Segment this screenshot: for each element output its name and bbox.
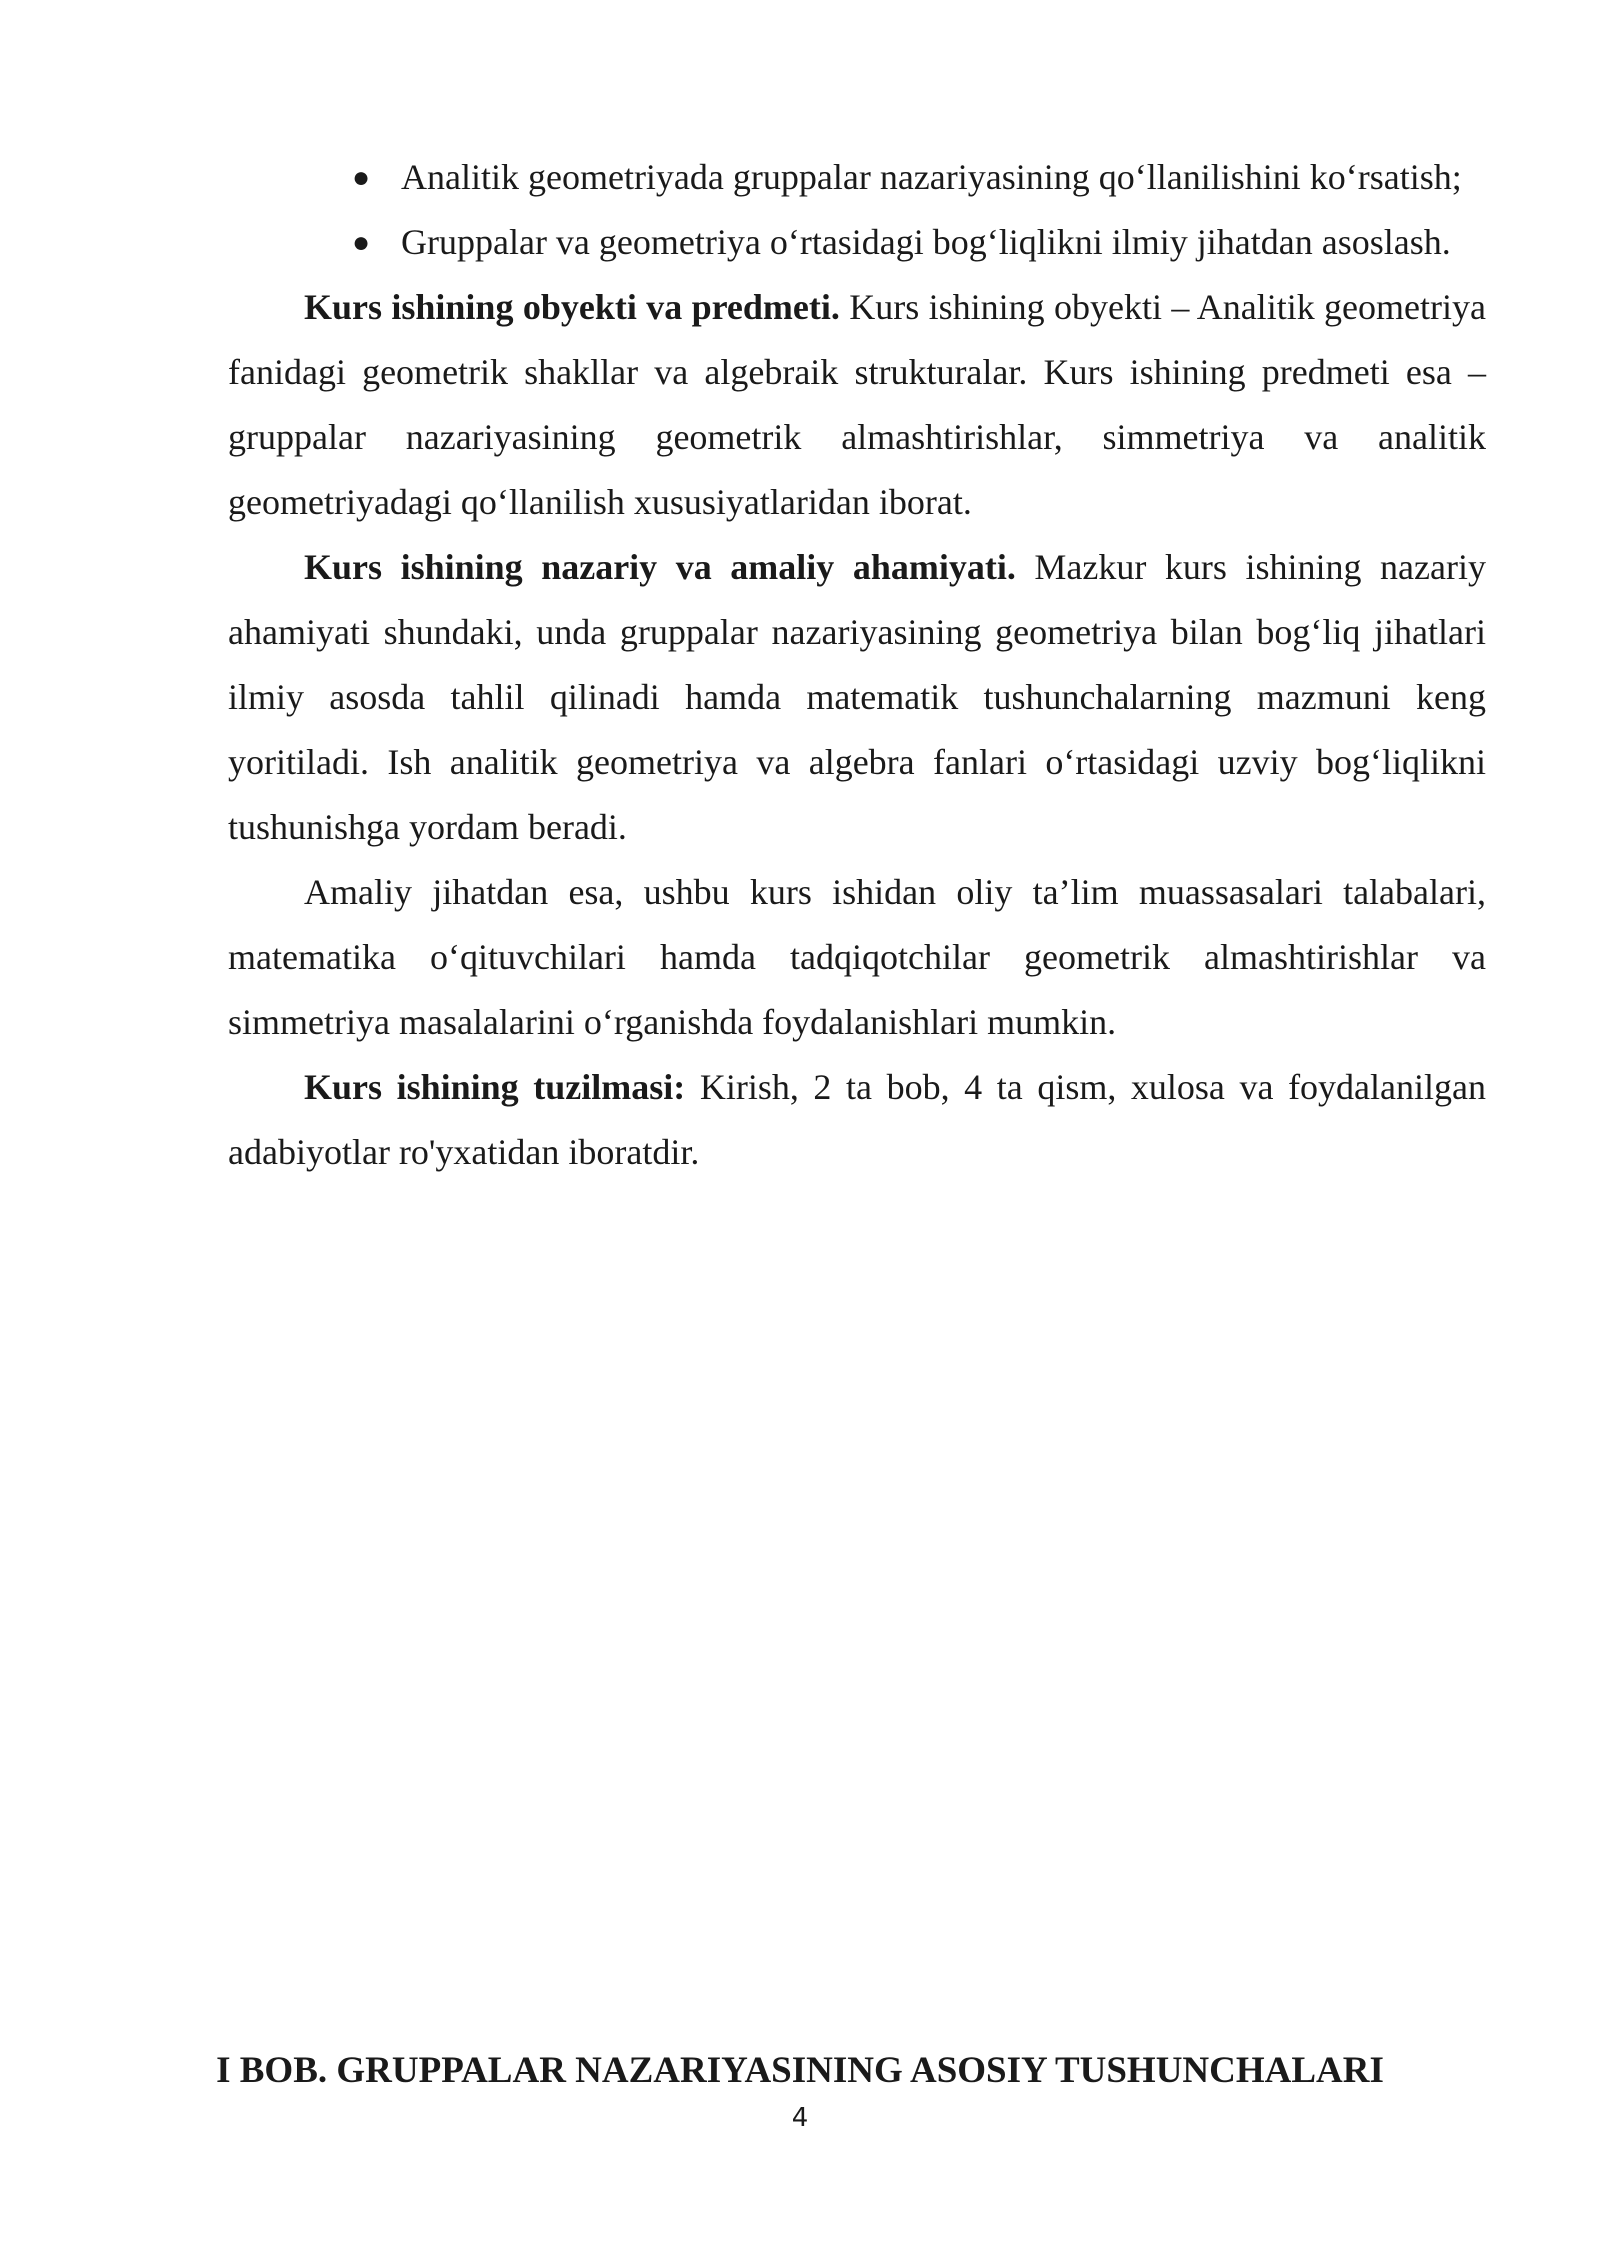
page-body — [228, 145, 1486, 1185]
bullet-item — [228, 145, 1486, 210]
chapter-heading: I BOB. GRUPPALAR NAZARIYASINING ASOSIY TUSHUNCHALARI — [216, 2050, 1384, 2091]
practical-paragraph — [228, 860, 1486, 1055]
bullet-item — [228, 210, 1486, 275]
bullet-text: Gruppalar va geometriya o‘rtasidagi bog‘liqlikni ilmiy jihatdan asoslash. — [401, 222, 1451, 262]
bullet-dot-icon: ● — [352, 161, 371, 194]
significance-text: Mazkur kurs ishining nazariy ahamiyati shundaki, unda gruppalar nazariyasining geometriya bilan bog‘liq jihatlari ilmiy asosda tahlil qilinadi hamda matematik tushunchalarning mazmuni keng yoritiladi. Ish analitik geometriya va algebra fanlari o‘rtasidagi uzviy bog‘liqlikni tushunishga yordam beradi. — [228, 547, 1486, 847]
bullet-dot-icon: ● — [352, 226, 371, 259]
object-subject-heading: Kurs ishining obyekti va predmeti. — [304, 287, 840, 327]
object-subject-paragraph — [228, 275, 1486, 535]
structure-heading: Kurs ishining tuzilmasi: — [304, 1067, 686, 1107]
significance-heading: Kurs ishining nazariy va amaliy ahamiyati. — [304, 547, 1016, 587]
objectives-bullet-list — [228, 145, 1486, 275]
practical-text: Amaliy jihatdan esa, ushbu kurs ishidan oliy ta’lim muassasalari talabalari, matematika o‘qituvchilari hamda tadqiqotchilar geometrik almashtirishlar va simmetriya masalalarini o‘rganishda foydalanishlari mumkin. — [228, 872, 1486, 1042]
bullet-text: Analitik geometriyada gruppalar nazariyasining qo‘llanilishini ko‘rsatish; — [401, 157, 1462, 197]
object-subject-text: Kurs ishining obyekti – Analitik geometriya fanidagi geometrik shakllar va algebraik strukturalar. Kurs ishining predmeti esa – gruppalar nazariyasining geometrik almashtirishlar, simmetriya va analitik geometriyadagi qo‘llanilish xususiyatlaridan iborat. — [228, 287, 1486, 522]
structure-text: Kirish, 2 ta bob, 4 ta qism, xulosa va foydalanilgan adabiyotlar ro'yxatidan iboratdir. — [228, 1067, 1486, 1172]
page-number: 4 — [791, 2103, 809, 2133]
structure-paragraph — [228, 1055, 1486, 1185]
significance-paragraph — [228, 535, 1486, 860]
